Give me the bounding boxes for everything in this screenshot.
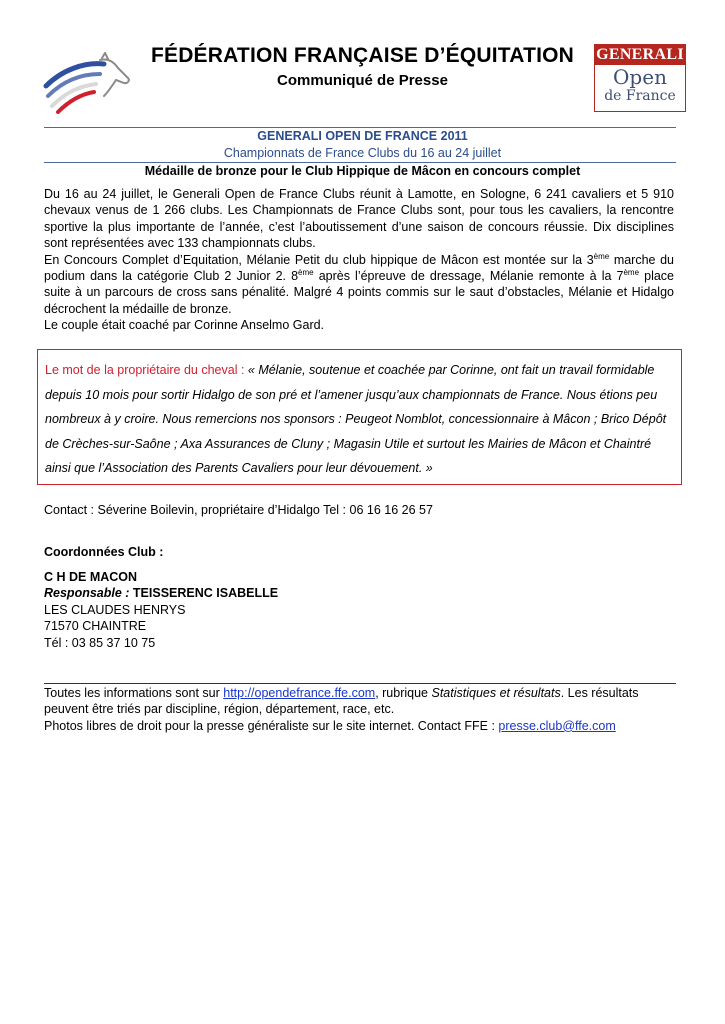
federation-title: FÉDÉRATION FRANÇAISE D’ÉQUITATION [150,44,575,67]
body-paragraph-1: Du 16 au 24 juillet, le Generali Open de France Clubs réunit à Lamotte, en Sologne, 6 241 cavaliers et 5 910 chevaux venus de 1 266 clubs. Les Championnats de France Clubs sont, pour tous les cavaliers, la rencontre sportive la plus importante de l’année, c’est l’aboutissement d’une saison de concours réussie. Dix disciplines sont représentées avec 133 championnats clubs. [44,187,674,251]
quote-body: « Mélanie, soutenue et coachée par Corinne, ont fait un travail formidable depuis 10 mois pour sortir Hidalgo de son pré et l’amener jusqu’aux championnats de France. Nous étions peu nombreux à y croire. Nous remercions nos sponsors : Peugeot Nomblot, concessionnaire à Mâcon ; Brico Dépôt de Crèches-sur-Saône ; Axa Assurances de Cluny ; Magasin Utile et surtout les Mairies de Mâcon et Chaintré ainsi que l’Association des Parents Cavaliers pour leur dévouement. » [45,363,667,475]
event-title: GENERALI OPEN DE FRANCE 2011 [257,129,468,143]
owner-quote [45,358,673,481]
logo-de-france-text: de France [604,88,676,104]
logo-open-text: Open [613,65,667,89]
contact-line: Contact : Séverine Boilevin, propriétaire d’Hidalgo Tel : 06 16 16 26 57 [44,503,433,517]
club-details [44,569,278,651]
press-email-link[interactable]: presse.club@ffe.com [498,718,616,733]
medal-heading: Médaille de bronze pour le Club Hippique de Mâcon en concours complet [144,164,581,178]
body-paragraph-2: En Concours Complet d’Equitation, Mélanie Petit du club hippique de Mâcon est montée sur la 3ème marche du podium dans la catégorie Club 2 Junior 2. 8ème après l’épreuve de dressage, Mélanie remonte à la 7ème place suite à un parcours de cross sans pénalité. Malgré 4 points commis sur le saut d’obstacles, Mélanie et Hidalgo décrochent la médaille de bronze. [44,251,675,316]
footer-divider [44,683,676,684]
top-divider [44,127,676,128]
club-phone: Tél : 03 85 37 10 75 [44,635,156,650]
footer-line-2: Photos libres de droit pour la presse généraliste sur le site internet. Contact FFE : presse.club@ffe.com [44,718,616,733]
event-subtitle: Championnats de France Clubs du 16 au 24 juillet [223,146,502,160]
generali-brand-text: GENERALI [596,46,684,63]
press-release-subtitle: Communiqué de Presse [277,72,448,89]
opendefrance-link[interactable]: http://opendefrance.ffe.com [223,686,376,700]
quote-label: Le mot de la propriétaire du cheval : [45,363,245,377]
club-address-line-1: LES CLAUDES HENRYS [44,602,186,617]
club-address-line-2: 71570 CHAINTRE [44,619,147,634]
body-paragraph-3: Le couple était coaché par Corinne Anselmo Gard. [44,318,325,333]
generali-open-de-france-logo [594,44,686,112]
club-details-heading: Coordonnées Club : [44,545,164,559]
club-name: C H DE MACON [44,570,138,584]
footer-line-1: Toutes les informations sont sur http://opendefrance.ffe.com, rubrique Statistiques et résultats. Les résultats peuvent être triés par discipline, région, département, race, etc. [44,686,639,717]
footer-info [44,685,674,734]
heading-divider [44,162,676,163]
club-responsable: Responsable : TEISSERENC ISABELLE [44,586,279,601]
article-body [44,186,674,334]
